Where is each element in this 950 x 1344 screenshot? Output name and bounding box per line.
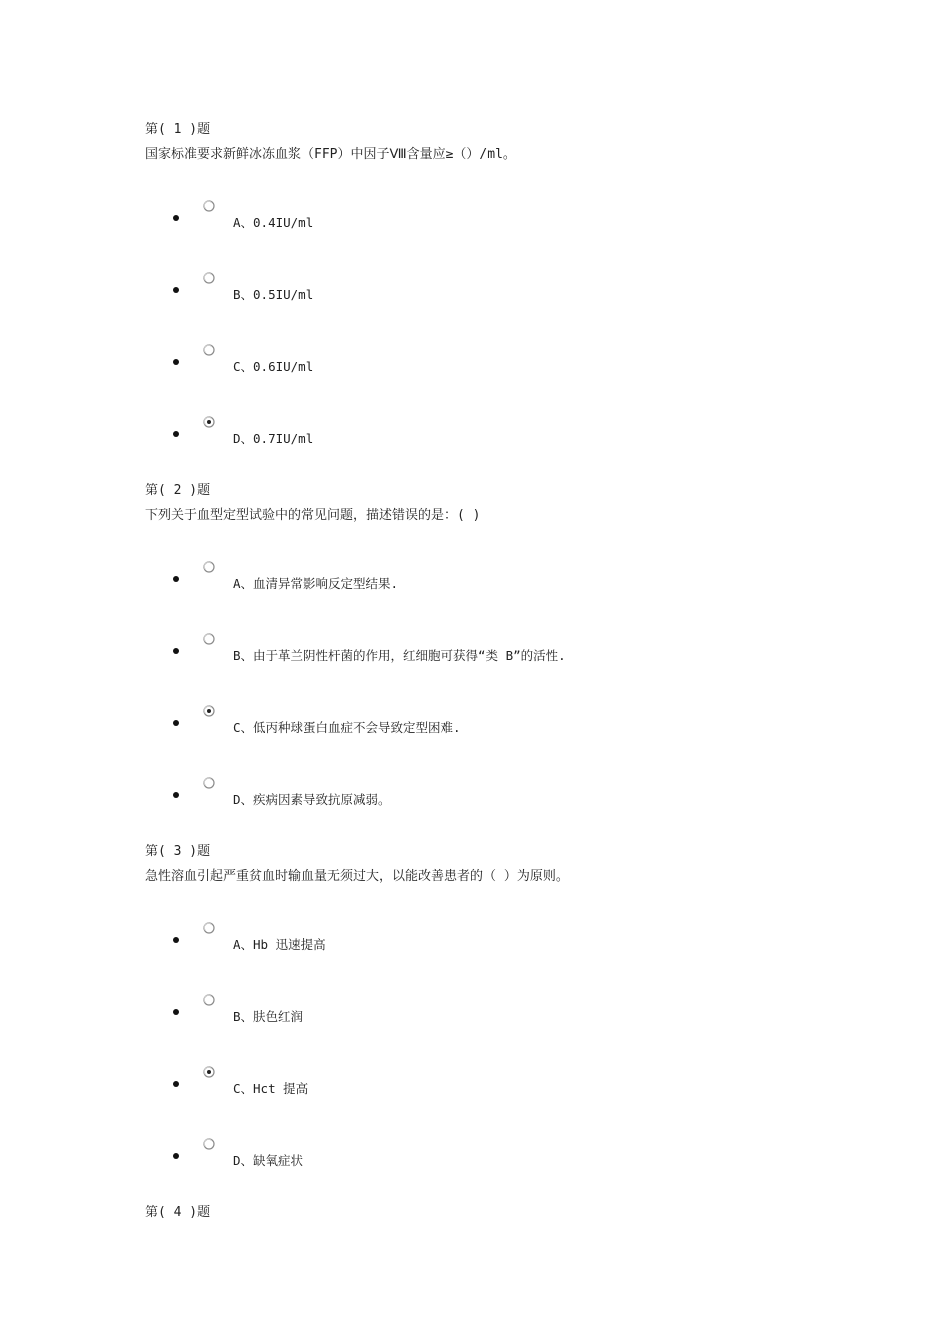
radio-button-icon [203,272,215,284]
question-1-option-d-label: D、0.7IU/ml [233,431,314,446]
question-1-option-a-label: A、0.4IU/ml [233,215,314,230]
radio-button-icon [203,922,215,934]
question-3-option-c-label: C、Hct 提高 [233,1081,309,1096]
radio-button-icon [203,777,215,789]
question-2-text: 下列关于血型定型试验中的常见问题，描述错误的是：( ) [145,508,481,523]
question-2-option-a-radio[interactable] [203,561,215,573]
radio-dot [207,420,211,424]
radio-button-icon [203,416,215,428]
question-2-option-b-radio[interactable] [203,633,215,645]
question-1-text: 国家标准要求新鲜冰冻血浆（FFP）中因子Ⅷ含量应≥（）/ml。 [145,147,516,162]
list-bullet [173,287,179,293]
question-1-option-a-radio[interactable] [203,200,215,212]
question-2-title: 第( 2 )题 [145,483,211,498]
question-2-option-c-radio[interactable] [203,705,215,717]
question-1-option-b-radio[interactable] [203,272,215,284]
question-1-option-b-label: B、0.5IU/ml [233,287,314,302]
list-bullet [173,720,179,726]
question-2-option-c-label: C、低丙种球蛋白血症不会导致定型困难. [233,720,461,735]
question-2-option-a-label: A、血清异常影响反定型结果. [233,576,399,591]
question-3-title: 第( 3 )题 [145,844,211,859]
question-3-text: 急性溶血引起严重贫血时输血量无须过大，以能改善患者的（ ）为原则。 [145,869,569,884]
question-4-title: 第( 4 )题 [145,1205,211,1220]
radio-button-icon [203,633,215,645]
question-1-option-c-radio[interactable] [203,344,215,356]
question-2-option-d-label: D、疾病因素导致抗原减弱。 [233,792,391,807]
list-bullet [173,359,179,365]
list-bullet [173,792,179,798]
list-bullet [173,1009,179,1015]
question-3-option-c-radio[interactable] [203,1066,215,1078]
question-3-option-d-radio[interactable] [203,1138,215,1150]
radio-button-icon [203,1138,215,1150]
question-1-title: 第( 1 )题 [145,122,211,137]
question-3-option-b-radio[interactable] [203,994,215,1006]
radio-button-icon [203,561,215,573]
radio-button-icon [203,1066,215,1078]
question-2-option-d-radio[interactable] [203,777,215,789]
question-1-option-c-label: C、0.6IU/ml [233,359,314,374]
radio-button-icon [203,344,215,356]
radio-button-icon [203,994,215,1006]
list-bullet [173,937,179,943]
list-bullet [173,1081,179,1087]
list-bullet [173,215,179,221]
radio-dot [207,709,211,713]
radio-button-icon [203,200,215,212]
list-bullet [173,576,179,582]
list-bullet [173,648,179,654]
question-2-option-b-label: B、由于革兰阴性杆菌的作用，红细胞可获得“类 B”的活性. [233,648,566,663]
radio-dot [207,1070,211,1074]
question-3-option-a-label: A、Hb 迅速提高 [233,937,326,952]
list-bullet [173,431,179,437]
question-3-option-b-label: B、肤色红润 [233,1009,304,1024]
radio-button-icon [203,705,215,717]
question-3-option-d-label: D、缺氧症状 [233,1153,304,1168]
list-bullet [173,1153,179,1159]
question-1-option-d-radio[interactable] [203,416,215,428]
question-3-option-a-radio[interactable] [203,922,215,934]
